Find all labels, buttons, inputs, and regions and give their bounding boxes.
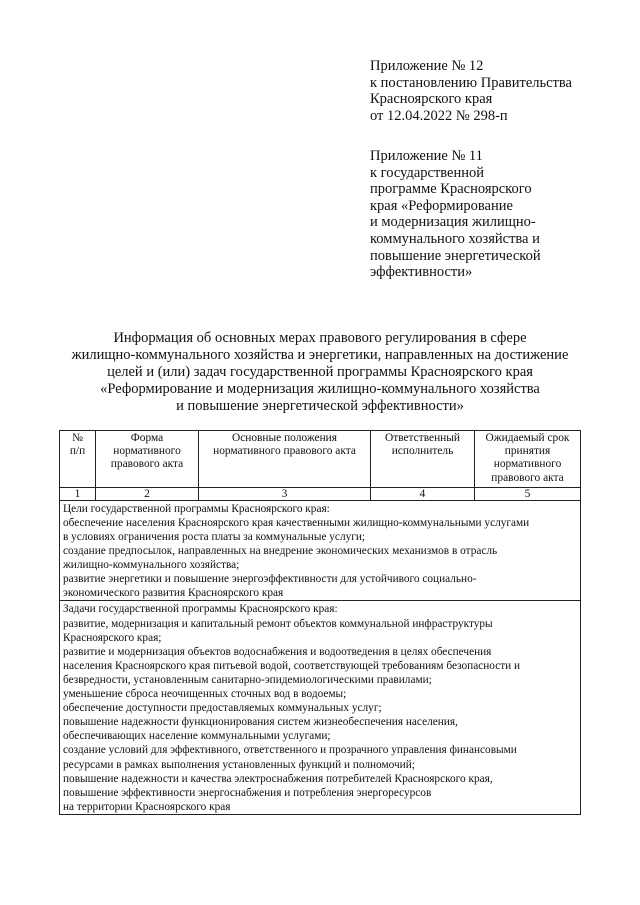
header-number — [60, 431, 96, 488]
appendix-11-header — [370, 148, 541, 281]
goals-line: обеспечение населения Красноярского края качественными жилищно-коммунальными услугами — [63, 516, 530, 529]
header-provisions-text: Основные положения нормативного правового акта — [213, 432, 356, 458]
title-line: «Реформирование и модернизация жилищно-коммунального хозяйства — [100, 381, 540, 397]
tasks-cell — [60, 601, 581, 814]
goals-line: в условиях ограничения роста платы за коммунальные услуги; — [63, 531, 366, 543]
tasks-line: создание условий для эффективного, ответственного и прозрачного управления финансовыми — [63, 744, 517, 757]
tasks-line: Красноярского края; — [63, 631, 162, 644]
title-line: и повышение энергетической эффективности» — [176, 398, 464, 414]
tasks-line: развитие и модернизация объектов водоснабжения и водоотведения в целях обеспечения — [63, 645, 492, 658]
goals-line: создание предпосылок, направленных на внедрение экономических механизмов в отрасль — [63, 545, 498, 558]
header-responsible-text: Ответственный исполнитель — [384, 432, 461, 458]
tasks-line: Задачи государственной программы Красноярского края: — [63, 603, 338, 616]
tasks-line: населения Красноярского края питьевой водой, соответствующей требованиям безопасности и — [63, 659, 521, 672]
appendix-11-line: и модернизация жилищно- — [370, 214, 536, 231]
tasks-line: повышение надежности функционирования систем жизнеобеспечения населения, — [63, 716, 458, 729]
tasks-line: обеспечение доступности предоставляемых коммунальных услуг; — [63, 702, 382, 715]
header-deadline — [475, 431, 581, 488]
measures-table — [59, 430, 581, 815]
tasks-line: безвредности, установленным санитарно-эпидемиологическими правилами; — [63, 673, 432, 686]
appendix-11-line: Приложение № 11 — [370, 148, 483, 164]
header-provisions — [199, 431, 371, 488]
appendix-12-line: к постановлению Правительства — [370, 74, 572, 91]
appendix-11-line: повышение энергетической — [370, 247, 541, 264]
tasks-line: обеспечивающих население коммунальными услугами; — [63, 730, 331, 743]
document-title — [40, 330, 600, 415]
title-line: целей и (или) задач государственной программы Красноярского края — [107, 364, 533, 380]
tasks-line: повышение надежности и качества электроснабжения потребителей Красноярского края, — [63, 772, 493, 785]
column-number: 4 — [371, 487, 475, 500]
appendix-11-line: программе Красноярского — [370, 181, 532, 198]
appendix-12-line: от 12.04.2022 № 298-п — [370, 107, 508, 124]
header-number-text: № п/п — [69, 432, 86, 458]
tasks-line: на территории Красноярского края — [63, 800, 231, 813]
goals-line: Цели государственной программы Красноярского края: — [63, 502, 330, 515]
appendix-12-line: Красноярского края — [370, 91, 493, 108]
appendix-11-line: эффективности» — [370, 264, 473, 281]
header-row — [60, 431, 581, 488]
goals-line: жилищно-коммунального хозяйства; — [63, 559, 240, 572]
tasks-line: развитие, модернизация и капитальный ремонт объектов коммунальной инфраструктуры — [63, 617, 493, 630]
column-number: 3 — [199, 487, 371, 500]
header-act-form-text: Форма нормативного правового акта — [110, 432, 184, 471]
column-number-row — [60, 487, 581, 500]
title-line: Информация об основных мерах правового регулирования в сфере — [113, 330, 527, 346]
appendix-11-line: края «Реформирование — [370, 197, 513, 214]
header-act-form — [96, 431, 199, 488]
appendix-12-line: Приложение № 12 — [370, 58, 484, 74]
goals-row — [60, 500, 581, 601]
column-number: 5 — [475, 487, 581, 500]
goals-line: развитие энергетики и повышение энергоэффективности для устойчивого социально- — [63, 573, 477, 586]
goals-line: экономического развития Красноярского края — [63, 587, 284, 600]
header-responsible — [371, 431, 475, 488]
appendix-12-header — [370, 58, 572, 124]
tasks-line: повышение эффективности энергоснабжения и потребления энергоресурсов — [63, 786, 432, 799]
column-number: 2 — [96, 487, 199, 500]
goals-cell — [60, 500, 581, 601]
header-deadline-text: Ожидаемый срок принятия нормативного правового акта — [485, 432, 570, 484]
tasks-row — [60, 601, 581, 814]
column-number: 1 — [60, 487, 96, 500]
appendix-11-line: коммунального хозяйства и — [370, 230, 540, 247]
title-line: жилищно-коммунального хозяйства и энергетики, направленных на достижение — [71, 347, 569, 363]
tasks-line: ресурсами в рамках выполнения установленных функций и полномочий; — [63, 758, 415, 771]
tasks-line: уменьшение сброса неочищенных сточных вод в водоемы; — [63, 688, 347, 701]
appendix-11-line: к государственной — [370, 164, 485, 181]
